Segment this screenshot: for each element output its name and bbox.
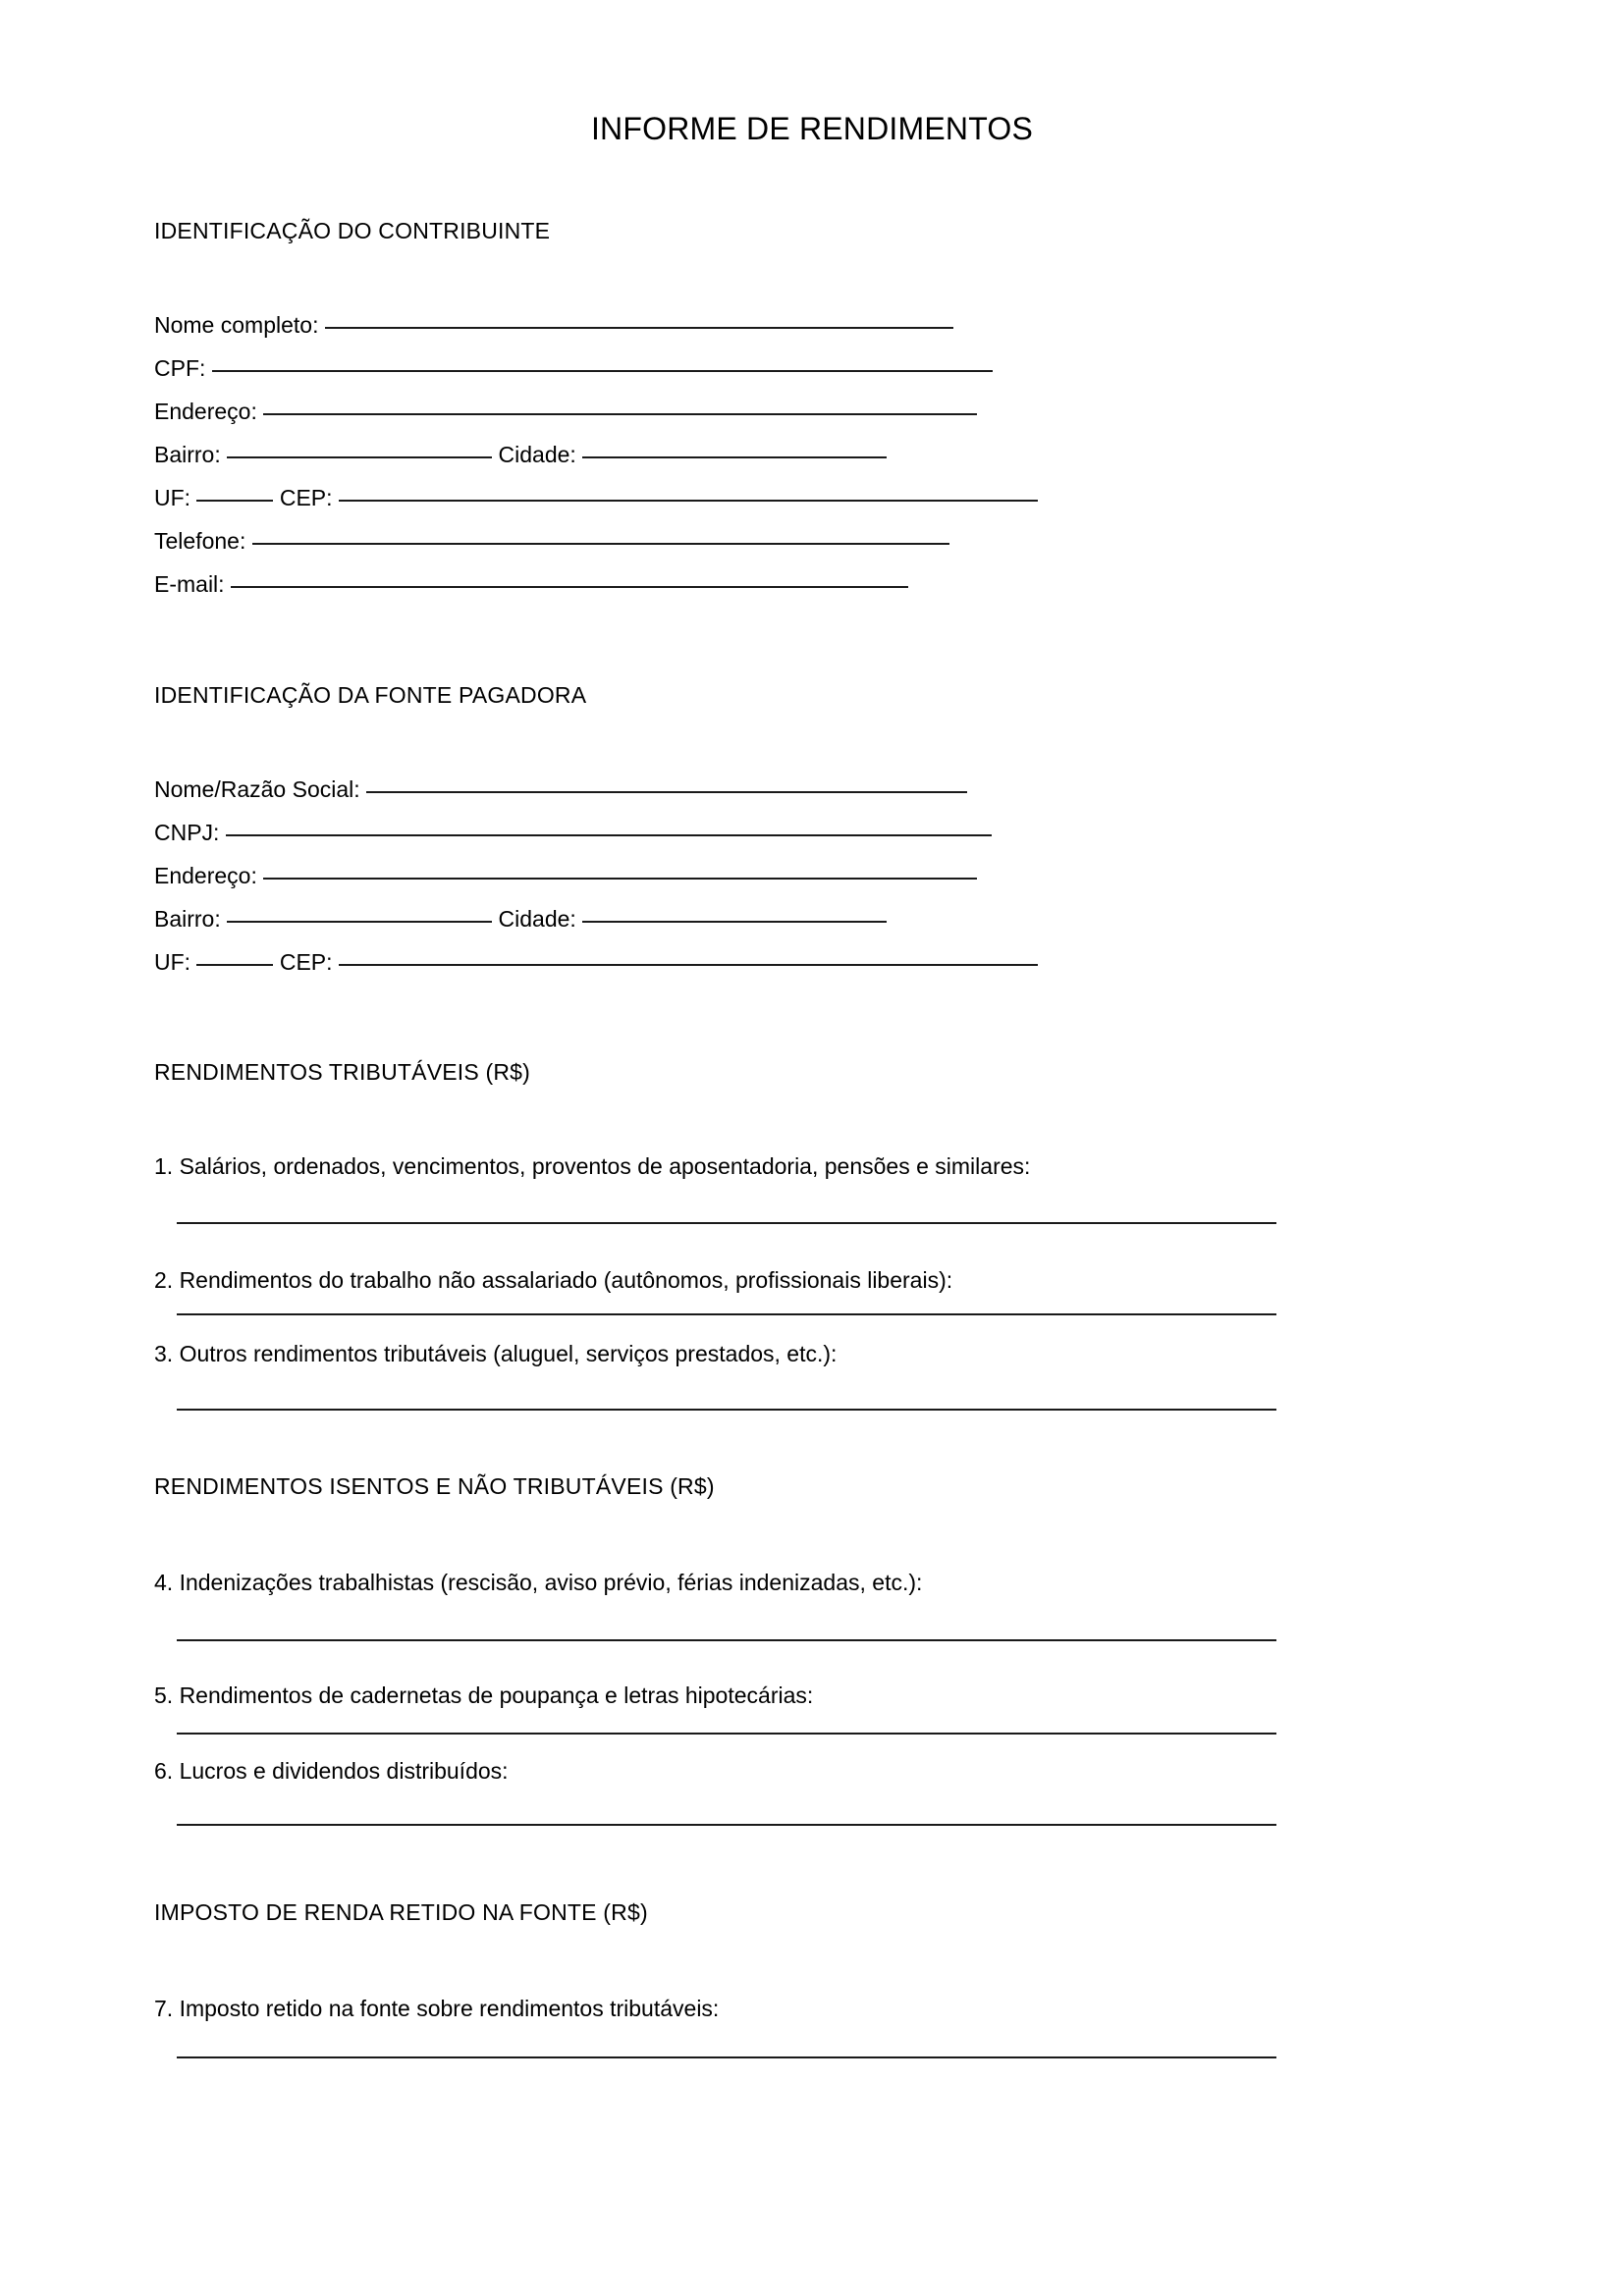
section-heading-fonte-pagadora: IDENTIFICAÇÃO DA FONTE PAGADORA	[154, 682, 587, 708]
field-label-email: E-mail:	[154, 571, 231, 597]
field-row-cnpj	[154, 819, 992, 846]
list-item: 4. Indenizações trabalhistas (rescisão, aviso prévio, férias indenizadas, etc.):	[154, 1570, 923, 1595]
field-label-bairro-fonte: Bairro:	[154, 906, 228, 932]
list-item: 7. Imposto retido na fonte sobre rendimentos tributáveis:	[154, 1996, 720, 2021]
section-heading-rendimentos-isentos: RENDIMENTOS ISENTOS E NÃO TRIBUTÁVEIS (R$)	[154, 1473, 715, 1499]
field-label-razao-social: Nome/Razão Social:	[154, 776, 367, 802]
field-row-email	[154, 570, 908, 598]
field-input-bairro-fonte[interactable]	[227, 921, 492, 923]
field-input-razao-social[interactable]	[366, 791, 967, 793]
answer-input-2[interactable]	[177, 1313, 1276, 1315]
section-heading-rendimentos-tributaveis: RENDIMENTOS TRIBUTÁVEIS (R$)	[154, 1059, 531, 1085]
answer-input-1[interactable]	[177, 1222, 1276, 1224]
field-input-endereco[interactable]	[263, 413, 977, 415]
field-label-cidade-fonte: Cidade:	[492, 906, 583, 932]
list-item: 1. Salários, ordenados, vencimentos, proventos de aposentadoria, pensões e similares:	[154, 1153, 1031, 1179]
field-input-cidade-fonte[interactable]	[582, 921, 887, 923]
field-label-nome-completo: Nome completo:	[154, 312, 325, 338]
field-row-uf-cep	[154, 484, 1038, 511]
section-heading-contribuinte: IDENTIFICAÇÃO DO CONTRIBUINTE	[154, 218, 551, 243]
list-item: 6. Lucros e dividendos distribuídos:	[154, 1758, 509, 1784]
list-item: 2. Rendimentos do trabalho não assalariado (autônomos, profissionais liberais):	[154, 1267, 953, 1293]
field-row-endereco	[154, 398, 977, 425]
section-heading-imposto-retido: IMPOSTO DE RENDA RETIDO NA FONTE (R$)	[154, 1899, 648, 1925]
field-label-cep: CEP:	[273, 485, 339, 510]
field-input-telefone[interactable]	[252, 543, 949, 545]
field-input-cidade[interactable]	[582, 456, 887, 458]
field-row-endereco-fonte	[154, 862, 977, 889]
field-input-endereco-fonte[interactable]	[263, 878, 977, 880]
field-label-endereco-fonte: Endereço:	[154, 863, 264, 888]
field-input-uf[interactable]	[196, 500, 273, 502]
field-input-cnpj[interactable]	[226, 834, 992, 836]
field-label-endereco: Endereço:	[154, 399, 264, 424]
field-label-telefone: Telefone:	[154, 528, 252, 554]
field-row-nome-completo	[154, 311, 953, 339]
field-row-bairro-cidade-fonte	[154, 905, 887, 933]
answer-input-3[interactable]	[177, 1409, 1276, 1411]
answer-input-7[interactable]	[177, 2056, 1276, 2058]
field-input-uf-fonte[interactable]	[196, 964, 273, 966]
field-row-uf-cep-fonte	[154, 948, 1038, 976]
field-label-uf: UF:	[154, 485, 197, 510]
answer-input-6[interactable]	[177, 1824, 1276, 1826]
field-row-bairro-cidade	[154, 441, 887, 468]
field-row-razao-social	[154, 775, 967, 803]
field-label-cnpj: CNPJ:	[154, 820, 226, 845]
field-row-cpf	[154, 354, 993, 382]
field-input-cep[interactable]	[339, 500, 1038, 502]
field-label-uf-fonte: UF:	[154, 949, 197, 975]
field-row-telefone	[154, 527, 949, 555]
field-label-cep-fonte: CEP:	[273, 949, 339, 975]
field-input-email[interactable]	[231, 586, 908, 588]
field-input-cep-fonte[interactable]	[339, 964, 1038, 966]
answer-input-5[interactable]	[177, 1733, 1276, 1735]
field-input-nome-completo[interactable]	[325, 327, 953, 329]
answer-input-4[interactable]	[177, 1639, 1276, 1641]
field-input-bairro[interactable]	[227, 456, 492, 458]
page-title: INFORME DE RENDIMENTOS	[590, 111, 1034, 146]
list-item: 3. Outros rendimentos tributáveis (aluguel, serviços prestados, etc.):	[154, 1341, 838, 1366]
field-label-cpf: CPF:	[154, 355, 212, 381]
field-label-bairro: Bairro:	[154, 442, 228, 467]
field-label-cidade: Cidade:	[492, 442, 583, 467]
field-input-cpf[interactable]	[212, 370, 993, 372]
list-item: 5. Rendimentos de cadernetas de poupança e letras hipotecárias:	[154, 1682, 814, 1708]
